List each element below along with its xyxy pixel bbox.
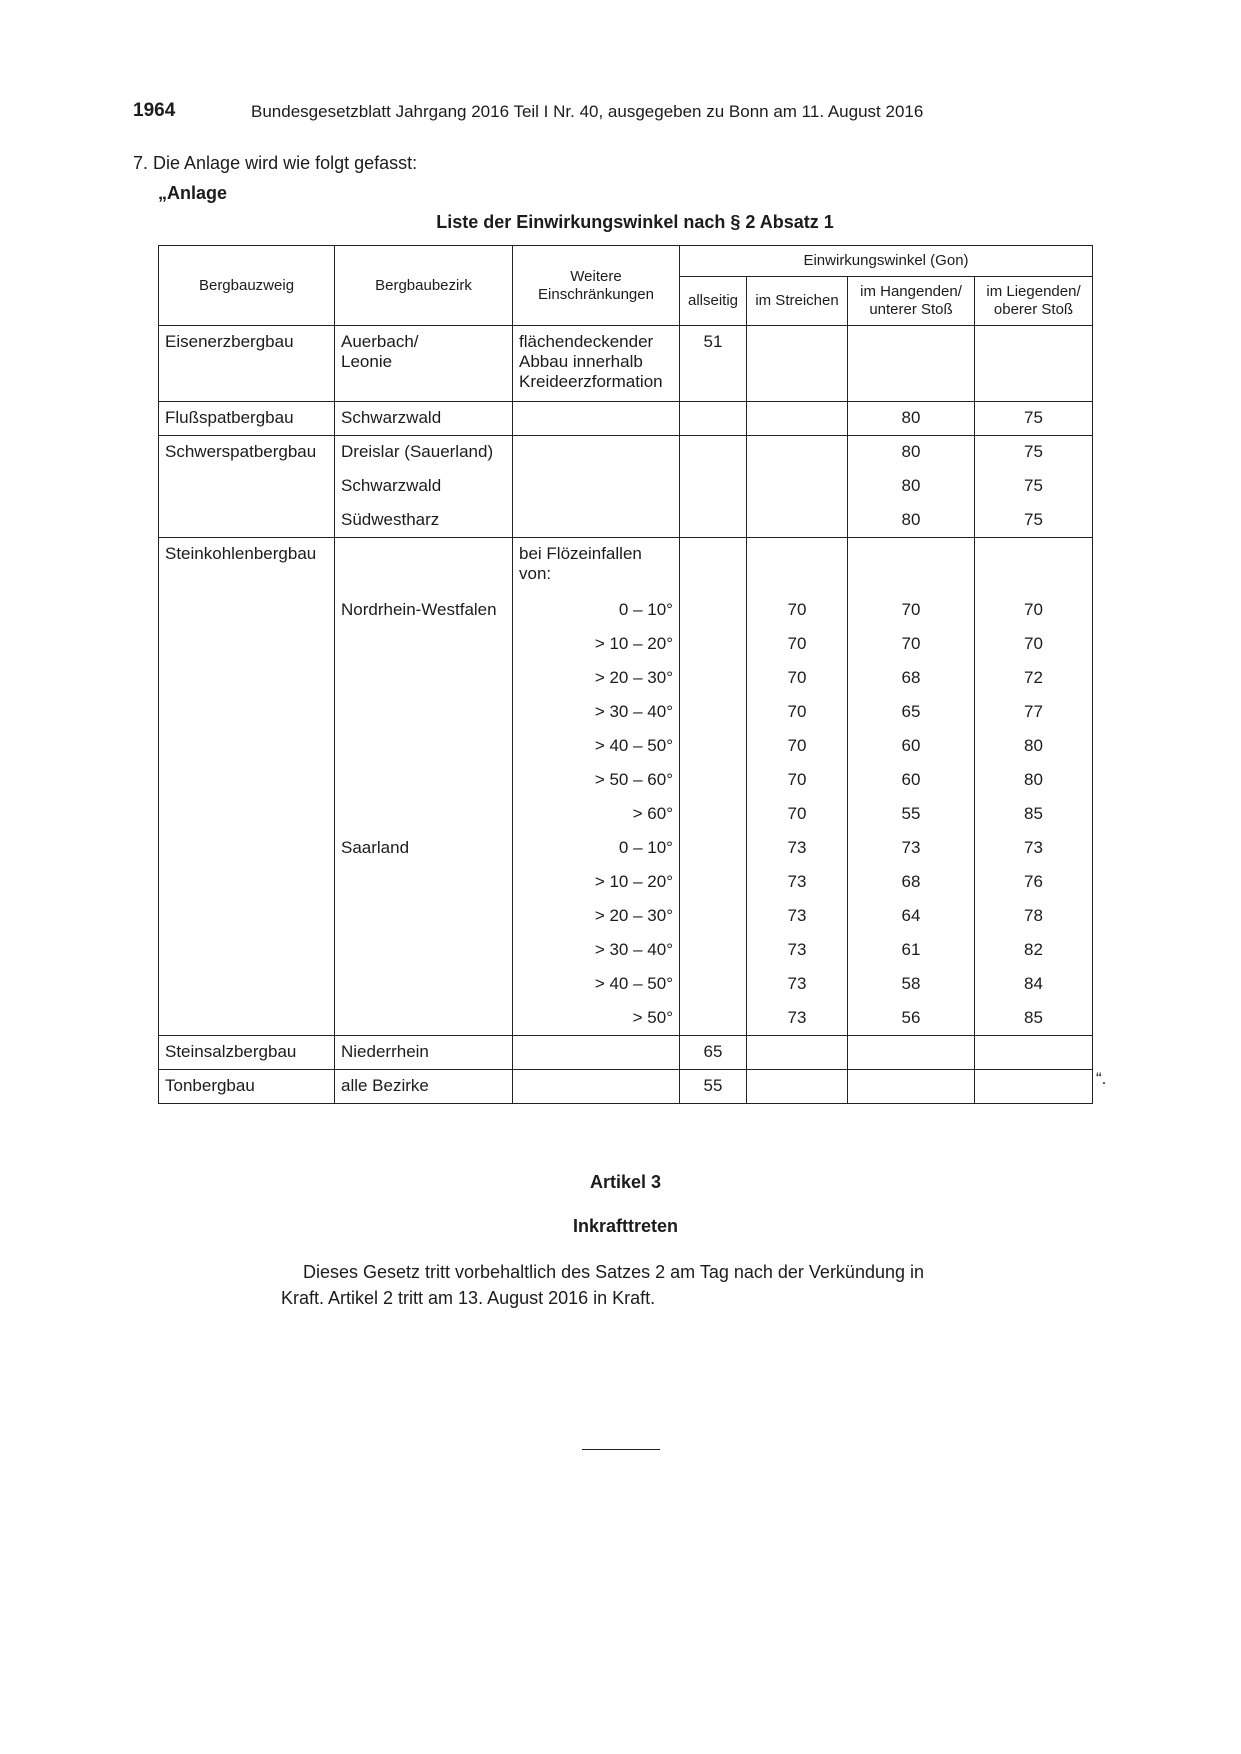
article-text-line-2: Kraft. Artikel 2 tritt am 13. August 2016 in Kraft. — [281, 1288, 656, 1308]
col-header-einwirkungswinkel: Einwirkungswinkel (Gon) — [680, 246, 1093, 277]
article-title: Inkrafttreten — [572, 1216, 679, 1236]
table-caption: Liste der Einwirkungswinkel nach § 2 Absatz 1 — [436, 212, 834, 232]
table-row: Schwarzwald 80 75 — [159, 470, 1093, 504]
table-row: Steinsalzbergbau Niederrhein 65 — [159, 1036, 1093, 1070]
col-header-hangenden: im Hangenden/ unterer Stoß — [848, 277, 975, 326]
table-row: Tonbergbau alle Bezirke 55 — [159, 1070, 1093, 1104]
table-row: Eisenerzbergbau Auerbach/ Leonie flächendeckender Abbau innerhalb Kreideerzformation 51 — [159, 326, 1093, 402]
table-row: > 40 – 50° 70 60 80 — [159, 730, 1093, 764]
table-row: > 50° 73 56 85 — [159, 1002, 1093, 1036]
table-row: > 30 – 40° 73 61 82 — [159, 934, 1093, 968]
table-row: Nordrhein-Westfalen 0 – 10° 70 70 70 — [159, 594, 1093, 628]
page-header — [133, 100, 1113, 126]
table-row: > 50 – 60° 70 60 80 — [159, 764, 1093, 798]
table-row: Schwerspatbergbau Dreislar (Sauerland) 80 75 — [159, 436, 1093, 470]
table-row: Südwestharz 80 75 — [159, 504, 1093, 538]
col-header-bergbauzweig: Bergbauzweig — [159, 246, 335, 326]
annex-label: „Anlage — [158, 183, 228, 203]
col-header-bergbaubezirk: Bergbaubezirk — [335, 246, 513, 326]
article-number: Artikel 3 — [589, 1172, 662, 1192]
col-header-allseitig: allseitig — [680, 277, 747, 326]
page-number: 1964 — [133, 100, 176, 121]
amendment-intro: 7. Die Anlage wird wie folgt gefasst: — [133, 153, 418, 173]
table-row: > 30 – 40° 70 65 77 — [159, 696, 1093, 730]
angles-table — [158, 245, 1093, 1104]
gazette-title: Bundesgesetzblatt Jahrgang 2016 Teil I Nr. 40, ausgegeben zu Bonn am 11. August 2016 — [251, 102, 924, 121]
table-row: > 20 – 30° 70 68 72 — [159, 662, 1093, 696]
table-row: Steinkohlenbergbau bei Flözeinfallen von: — [159, 538, 1093, 594]
end-divider — [582, 1449, 660, 1450]
closing-quote: “. — [1096, 1069, 1107, 1088]
table-row: > 10 – 20° 73 68 76 — [159, 866, 1093, 900]
table-row: > 40 – 50° 73 58 84 — [159, 968, 1093, 1002]
col-header-einschraenkungen: Weitere Einschränkungen — [513, 246, 680, 326]
table-row: > 60° 70 55 85 — [159, 798, 1093, 832]
article-body — [281, 1259, 981, 1311]
table-row: Saarland 0 – 10° 73 73 73 — [159, 832, 1093, 866]
table-row: > 20 – 30° 73 64 78 — [159, 900, 1093, 934]
col-header-streichen: im Streichen — [747, 277, 848, 326]
table-row: Flußspatbergbau Schwarzwald 80 75 — [159, 402, 1093, 436]
article-text-line-1: Dieses Gesetz tritt vorbehaltlich des Satzes 2 am Tag nach der Verkündung in — [303, 1262, 925, 1282]
table-row: > 10 – 20° 70 70 70 — [159, 628, 1093, 662]
col-header-liegenden: im Liegenden/ oberer Stoß — [975, 277, 1093, 326]
